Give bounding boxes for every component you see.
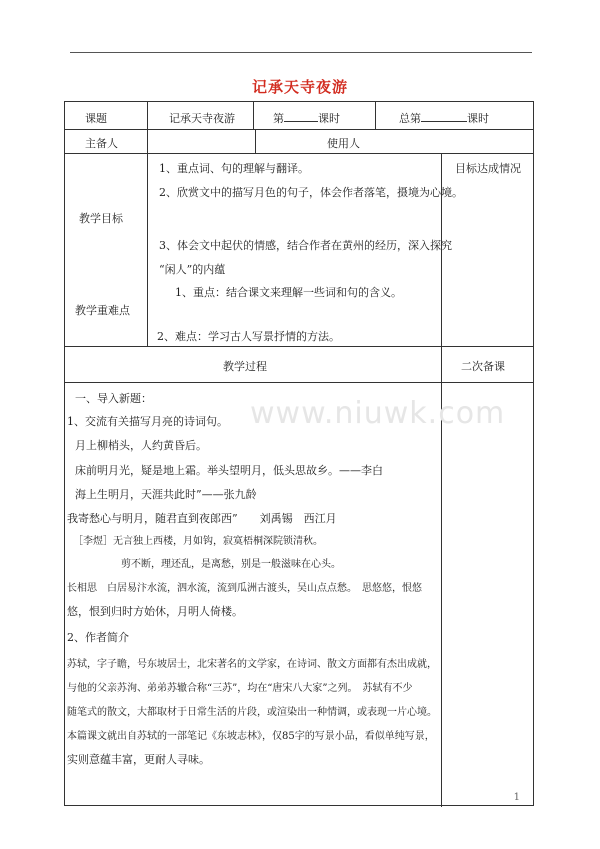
content-line: 苏轼，字子瞻，号东坡居士，北宋著名的文学家，在诗词、散文方面都有杰出成就，	[67, 659, 437, 670]
content-line: 月上柳梢头，人约黄昏后。	[75, 439, 207, 452]
content-line: 与他的父亲苏洵、弟弟苏辙合称“三苏”，均在“唐宋八大家”之列。 苏轼有不少	[67, 683, 413, 694]
content-line: 一、导入新题：	[75, 392, 152, 405]
total-prefix: 总第	[399, 112, 421, 125]
lesson-label: 课题	[85, 112, 107, 125]
keypoint-item: 2、难点：学习古人写景抒情的方法。	[157, 330, 340, 343]
objective-item: 3、体会文中起伏的情感，结合作者在黄州的经历，深入探究	[159, 239, 452, 252]
objective-item: “闲人”的内蕴	[159, 263, 226, 276]
col-divider	[253, 102, 254, 129]
content-line: 1、交流有关描写月亮的诗词句。	[67, 415, 228, 428]
content-line: 悠，恨到归时方始休，月明人倚楼。	[67, 605, 243, 618]
status-header: 目标达成情况	[455, 162, 521, 175]
period-blank	[284, 111, 318, 122]
lesson-plan-table	[64, 101, 534, 806]
row-divider	[65, 382, 533, 383]
content-line: 实则意蕴丰富，更耐人寻味。	[67, 753, 210, 766]
col-divider	[147, 102, 148, 346]
content-line: 随笔式的散文，大都取材于日常生活的片段，或渲染出一种情调，或表现一片心境。	[67, 707, 437, 718]
preparer-label: 主备人	[85, 137, 118, 150]
document-title: 记承天寺夜游	[251, 78, 348, 96]
page-number: 1	[513, 792, 520, 803]
keypoints-label: 教学重难点	[75, 304, 130, 317]
content-line: 床前明月光，疑是地上霜。举头望明月，低头思故乡。——李白	[75, 464, 383, 477]
content-line: 我寄愁心与明月，随君直到夜郎西” 刘禹锡 西江月	[67, 512, 337, 525]
objective-item: 1、重点词、句的理解与翻译。	[159, 162, 309, 175]
total-field	[399, 110, 489, 126]
content-line: 海上生明月，天涯共此时”——张九龄	[75, 488, 257, 501]
content-line: 本篇课文就出自苏轼的一部笔记《东坡志林》，仅85字的写景小品，看似单纯写景，	[67, 731, 435, 742]
keypoint-item: 1、重点：结合课文来理解一些词和句的含义。	[175, 286, 402, 299]
secondary-prep-header: 二次备课	[461, 360, 505, 373]
content-line: ［李煜］无言独上西楼，月如钩，寂寞梧桐深院锁清秋。	[73, 536, 323, 547]
user-label: 使用人	[327, 137, 360, 150]
row-divider	[65, 129, 533, 130]
objective-item: 2、欣赏文中的描写月色的句子，体会作者落笔，摄境为心境。	[159, 186, 463, 199]
period-suffix: 课时	[318, 112, 340, 125]
col-divider	[255, 129, 256, 153]
objectives-label: 教学目标	[79, 212, 123, 225]
row-divider	[65, 346, 533, 347]
period-prefix: 第	[273, 112, 284, 125]
row-divider	[65, 153, 533, 154]
total-blank	[421, 111, 467, 122]
content-line: 2、作者简介	[67, 631, 129, 644]
content-line: 剪不断，理还乱，是离愁，别是一般滋味在心头。	[121, 559, 341, 570]
col-divider	[375, 102, 376, 129]
process-header: 教学过程	[223, 360, 267, 373]
period-field	[273, 110, 340, 126]
lesson-value: 记承天寺夜游	[169, 112, 235, 125]
content-line: 长相思 白居易汴水流，泗水流，流到瓜洲古渡头，吴山点点愁。 思悠悠，恨悠	[67, 583, 422, 594]
total-suffix: 课时	[467, 112, 489, 125]
watermark: www.niuwk.com	[250, 396, 506, 431]
top-rule	[70, 52, 532, 53]
